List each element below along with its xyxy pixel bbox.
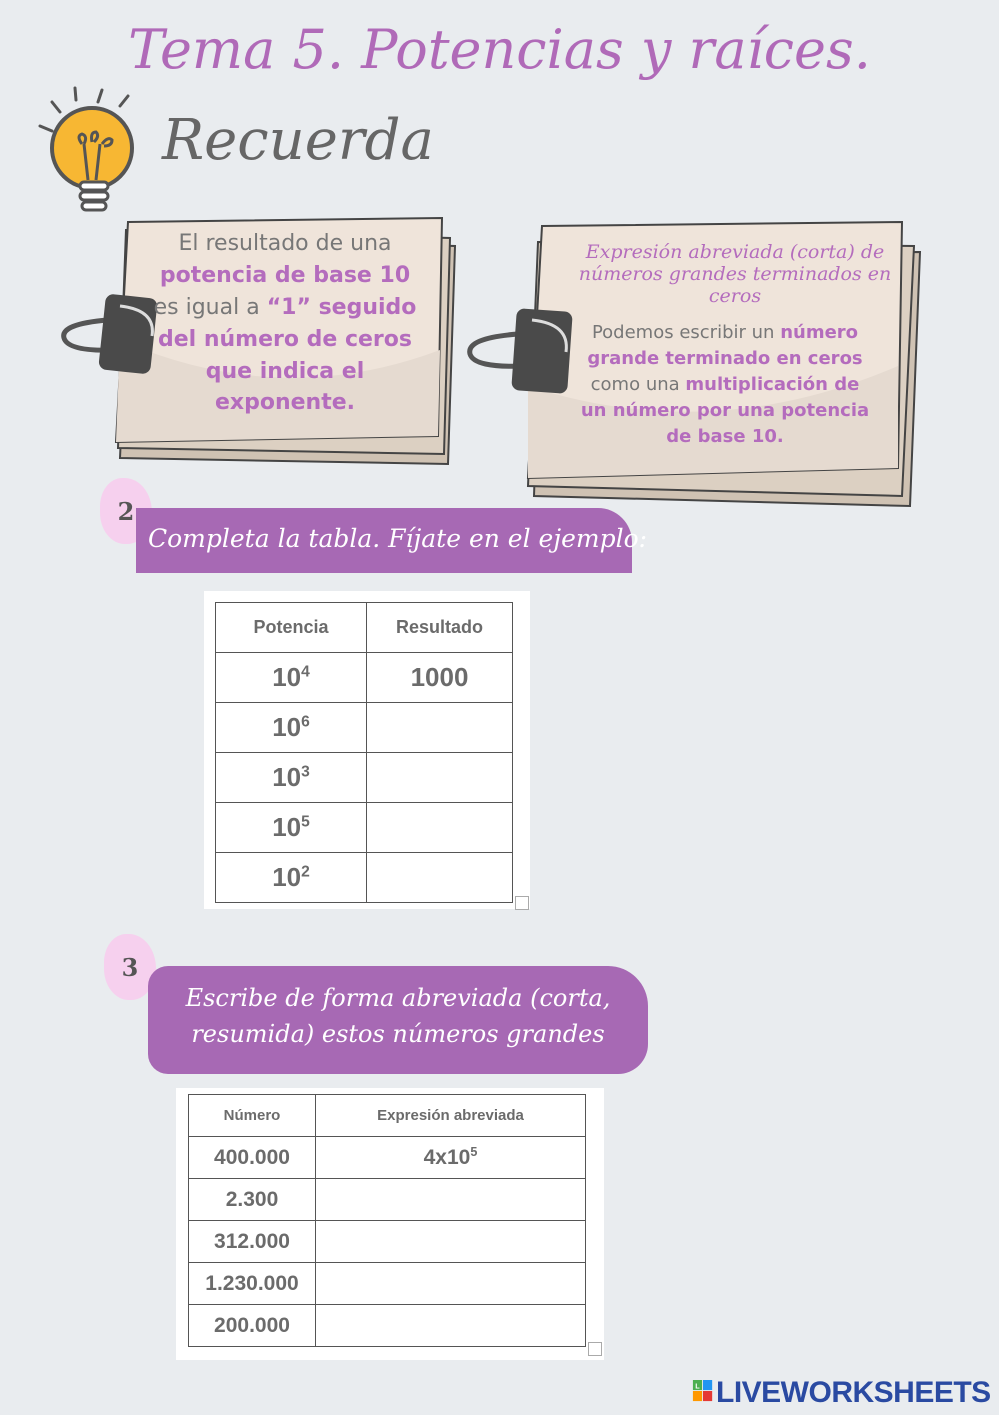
table-row: 312.000 [189, 1221, 586, 1263]
result-input[interactable] [367, 853, 513, 903]
card-2-text: Podemos escribir un número grande terminado en ceros como una multiplicación de un número por una potencia de base 10. [580, 322, 870, 448]
table-row: 200.000 [189, 1305, 586, 1347]
table-row: $10^3$ [216, 753, 513, 803]
header-resultado: Resultado [367, 603, 513, 653]
header-potencia: Potencia [216, 603, 367, 653]
liveworksheets-logo-icon [692, 1380, 714, 1402]
recuerda-heading: Recuerda [162, 108, 434, 173]
liveworksheets-brand[interactable]: LIVEWORKSHEETS [716, 1376, 991, 1409]
exercise-3-instruction-line-1: Escribe de forma abreviada (corta, [185, 984, 611, 1012]
table-row: 2.300 [189, 1179, 586, 1221]
table-row: $10^2$ [216, 853, 513, 903]
page-title: Tema 5. Potencias y raíces. [128, 18, 871, 81]
result-cell: 1000 [367, 653, 513, 703]
binder-clip-icon [470, 308, 573, 394]
powers-table [215, 602, 513, 903]
table-row: $10^5$ [216, 803, 513, 853]
binder-clip-icon [64, 293, 158, 374]
expression-input[interactable] [316, 1221, 586, 1263]
expression-input[interactable] [316, 1305, 586, 1347]
expression-cell: $4x10^5$ [316, 1137, 586, 1179]
result-input[interactable] [367, 803, 513, 853]
table-row: $10^6$ [216, 703, 513, 753]
expression-input[interactable] [316, 1179, 586, 1221]
table-row: $10^4$ 1000 [216, 653, 513, 703]
lightbulb-icon [30, 84, 150, 224]
svg-text:L: L [695, 1381, 700, 1391]
resize-handle[interactable] [515, 896, 529, 910]
header-expresion: Expresión abreviada [316, 1095, 586, 1137]
exercise-2-number: 2 [100, 478, 152, 544]
expression-input[interactable] [316, 1263, 586, 1305]
result-input[interactable] [367, 703, 513, 753]
card-2-title: Expresión abreviada (corta) de números grandes terminados en ceros [578, 241, 892, 307]
table-row: 1.230.000 [189, 1263, 586, 1305]
exercise-3-number: 3 [104, 934, 156, 1000]
exercise-2-instruction: Completa la tabla. Fíjate en el ejemplo: [148, 524, 648, 553]
result-input[interactable] [367, 753, 513, 803]
resize-handle[interactable] [588, 1342, 602, 1356]
header-numero: Número [189, 1095, 316, 1137]
numbers-table [188, 1094, 586, 1347]
table-row: 400.000 $4x10^5$ [189, 1137, 586, 1179]
exercise-2-banner [136, 508, 648, 573]
exercise-3-banner [148, 966, 648, 1074]
card-1-text: El resultado de una potencia de base 10 es igual a “1” seguido del número de ceros que indica el exponente. [153, 231, 417, 416]
exercise-3-instruction-line-2: resumida) estos números grandes [191, 1020, 605, 1048]
